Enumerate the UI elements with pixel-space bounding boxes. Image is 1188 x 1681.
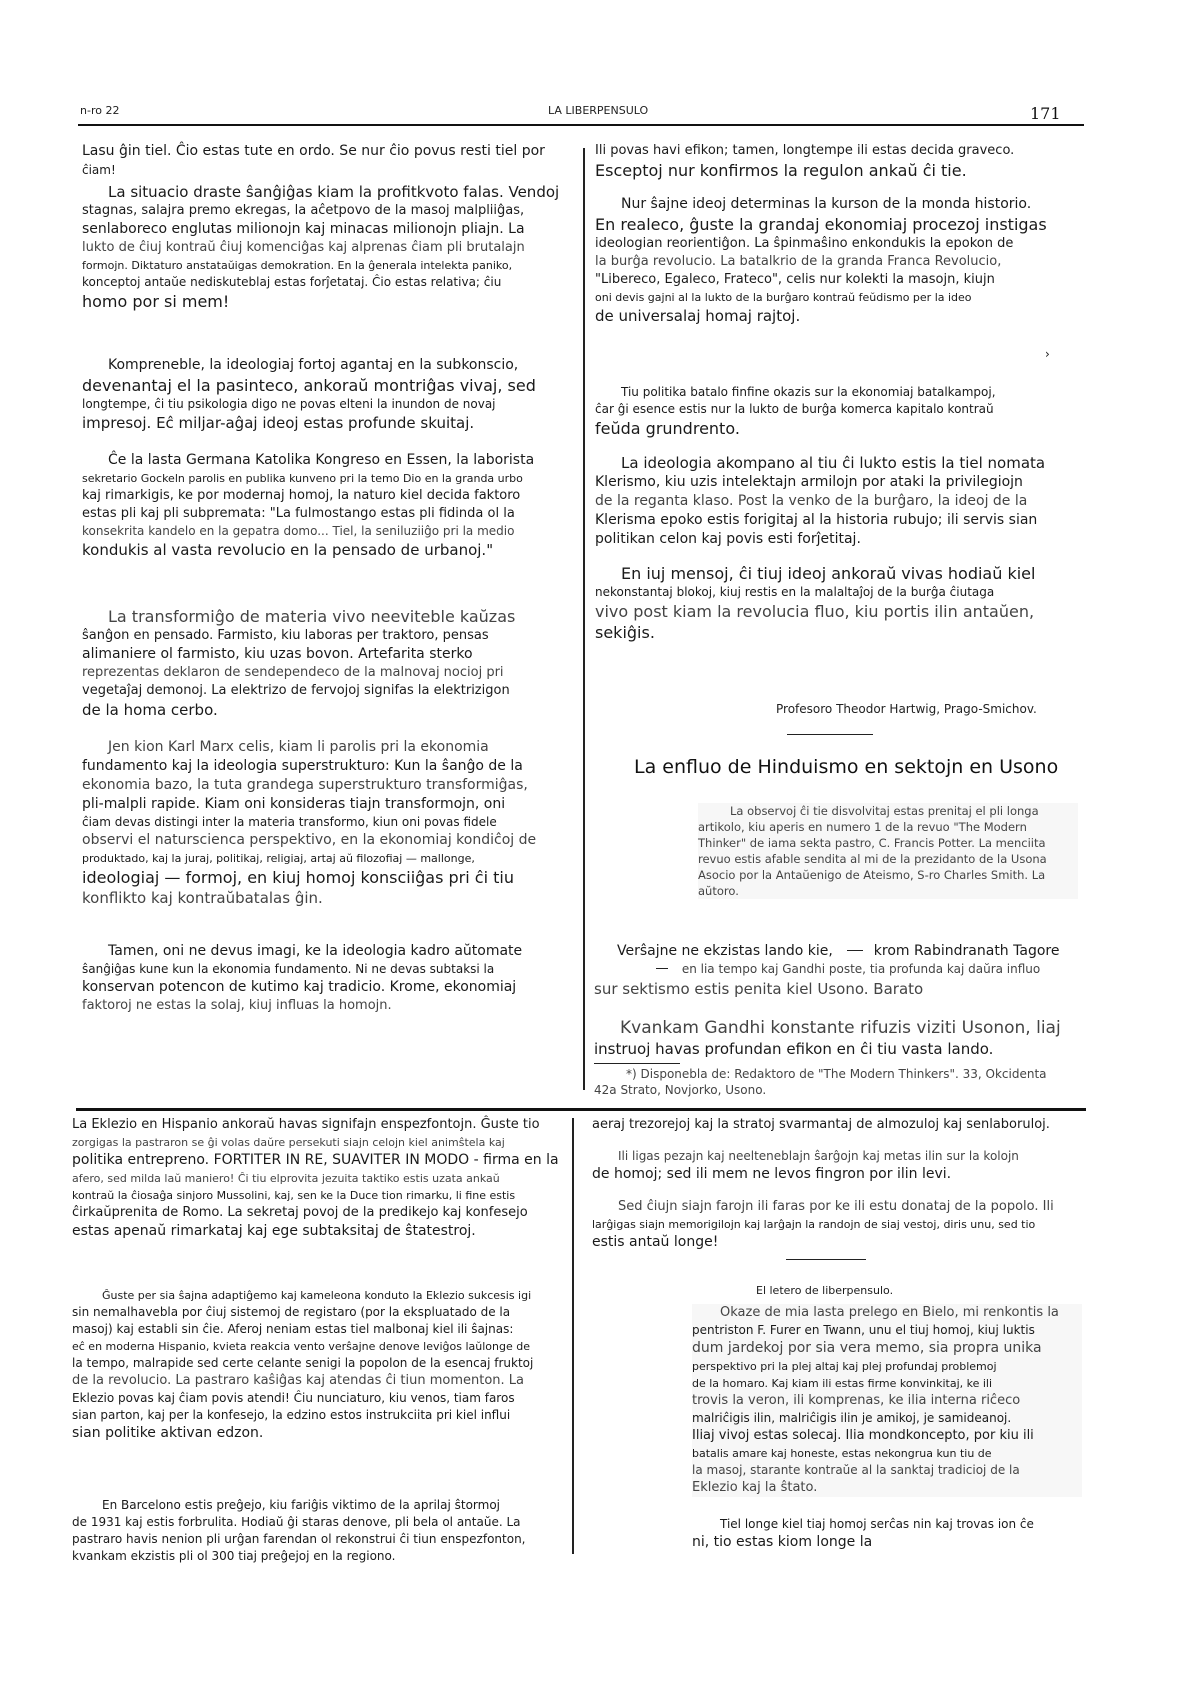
text-line: *) Disponebla de: Redaktoro de "The Modern Thinkers". 33, Okcidenta bbox=[626, 1067, 1047, 1081]
text-line: ĉiam devas distingi inter la materia transformo, kiun oni povas fidele bbox=[82, 815, 497, 829]
text-line: konflikto kaj kontraŭbatalas ĝin. bbox=[82, 889, 323, 907]
journal-title: LA LIBERPENSULO bbox=[548, 104, 649, 117]
text-line: sekiĝis. bbox=[595, 623, 655, 642]
text-line: la masoj, starante kontraŭe al la sanktaj tradicioj de la bbox=[692, 1463, 1020, 1477]
top-right-column bbox=[595, 142, 1085, 643]
text-line: afero, sed milda laŭ maniero! Ĉi tiu elprovita jezuita taktiko estis uzata ankaŭ bbox=[72, 1172, 500, 1185]
text-line: larĝigas siajn memorigilojn kaj larĝajn la randojn de siaj vestoj, diris unu, sed tio bbox=[592, 1218, 1036, 1231]
text-line: aeraj trezorejoj kaj la stratoj svarmantaj de almozuloj kaj senlaboruloj. bbox=[592, 1117, 1050, 1132]
stray-mark: › bbox=[1045, 347, 1050, 361]
text-line: ĉar ĝi esence estis nur la lukto de burĝa komerca kapitalo kontraŭ bbox=[595, 402, 994, 416]
text-line: aŭtoro. bbox=[698, 884, 739, 898]
text-line: devenantaj el la pasinteco, ankoraŭ montriĝas vivaj, sed bbox=[82, 376, 536, 395]
paragraph bbox=[82, 451, 577, 560]
text-line: Nur ŝajne ideoj determinas la kurson de la monda historio. bbox=[621, 196, 1032, 212]
text-line: Klerismo, kiu uzis intelektajn armilojn por ataki la privilegiojn bbox=[595, 474, 1023, 490]
text-line: eĉ en moderna Hispanio, kvieta reakcia vento verŝajne denove leviĝos laŭlonge de bbox=[72, 1340, 530, 1353]
text-line: Tiel longe kiel tiaj homoj serĉas nin kaj trovas ion ĉe bbox=[720, 1517, 1034, 1531]
text-line: masoj) kaj establi sin ĉie. Aferoj neniam estas tiel malbonaj kiel ili ŝajnas: bbox=[72, 1322, 514, 1336]
text-line: konceptoj antaŭe nediskuteblaj estas forĵetataj. Ĉio estas relativa; ĉiu bbox=[82, 275, 502, 289]
text-line: La situacio draste ŝanĝiĝas kiam la profitkvoto falas. Vendoj bbox=[108, 183, 560, 201]
text-line: alimaniere ol farmisto, kiu uzas bovon. Artefarita sterko bbox=[82, 646, 473, 662]
text-line: Klerisma epoko estis forigitaj al la historia rubujo; ili servis sian bbox=[595, 512, 1038, 528]
paragraph bbox=[592, 1148, 1087, 1184]
page-number: 171 bbox=[1030, 104, 1061, 123]
dash-mark bbox=[656, 968, 668, 969]
text-fragment: krom Rabindranath Tagore bbox=[873, 943, 1060, 959]
text-line: feŭda grundrento. bbox=[595, 419, 740, 438]
text-line: pastraro havis nenion pli urĝan farendan ol rekonstrui ĉi tiun enspezfonton, bbox=[72, 1532, 526, 1546]
paragraph bbox=[595, 384, 1085, 439]
text-line: Sed ĉiujn siajn farojn ili faras por ke ili estu donataj de la popolo. Ili bbox=[618, 1199, 1054, 1214]
text-line: instruoj havas profundan efikon en ĉi tiu vasta lando. bbox=[594, 1040, 994, 1058]
letter-body bbox=[692, 1304, 1082, 1497]
text-line: nekonstantaj blokoj, kiuj restis en la malaltaĵoj de la burĝa ĉiutaga bbox=[595, 585, 995, 599]
text-line: Ili povas havi efikon; tamen, longtempe ili estas decida graveco. bbox=[595, 143, 1015, 158]
bottom-left-column bbox=[72, 1116, 567, 1565]
text-line: kaj rimarkigis, ke por modernaj homoj, la naturo kiel decida faktoro bbox=[82, 488, 521, 503]
text-line: de la revolucio. La pastraro kaŝiĝas kaj atendas ĉi tiun momenton. La bbox=[72, 1373, 524, 1388]
column-divider-top bbox=[583, 148, 585, 1090]
text-line: ideologian reorientiĝon. La ŝpinmaŝino enkondukis la epokon de bbox=[595, 236, 1014, 251]
text-line: ŝanĝon en pensado. Farmisto, kiu laboras per traktoro, pensas bbox=[82, 628, 489, 643]
text-line: sur sektismo estis penita kiel Usono. Barato bbox=[594, 980, 924, 998]
text-line: zorgigas la pastraron se ĝi volas daŭre persekuti siajn celojn kiel animŝtela kaj bbox=[72, 1136, 505, 1149]
text-line: impresoj. Eĉ miljar-aĝaj ideoj estas profunde skuitaj. bbox=[82, 414, 475, 432]
text-line: stagnas, salajra premo ekregas, la aĉetpovo de la masoj malpliiĝas, bbox=[82, 203, 525, 218]
text-line: Eklezio povas kaj ĉiam povis atendi! Ĉiu nunciaturo, kiu venos, tiam faros bbox=[72, 1391, 515, 1405]
text-line: ideologiaj — formoj, en kiuj homoj konsciiĝas pri ĉi tiu bbox=[82, 868, 514, 887]
header-rule bbox=[78, 124, 1084, 126]
text-line: Ili ligas pezajn kaj neelteneblajn ŝarĝojn kaj metas ilin sur la kolojn bbox=[618, 1149, 1019, 1163]
text-line: perspektivo pri la plej altaj kaj plej profundaj problemoj bbox=[692, 1360, 997, 1373]
text-line: Jen kion Karl Marx celis, kiam li parolis pri la ekonomia bbox=[108, 739, 489, 755]
footnote bbox=[594, 1066, 1084, 1098]
text-line: 42a Strato, Novjorko, Usono. bbox=[594, 1083, 767, 1097]
text-line: estis antaŭ longe! bbox=[592, 1234, 719, 1250]
text-line: fundamento kaj la ideologia superstrukturo: Kun la ŝanĝo de la bbox=[82, 758, 523, 774]
text-line: konsekrita kandelo en la gepatra domo... Tiel, la seniluziiĝo pri la medio bbox=[82, 524, 515, 538]
text-line: Asocio por la Antaŭenigo de Ateismo, S-ro Charles Smith. La bbox=[698, 868, 1046, 882]
text-line: Eklezio kaj la ŝtato. bbox=[692, 1480, 818, 1495]
text-line: Okaze de mia lasta prelego en Bielo, mi renkontis la bbox=[720, 1305, 1059, 1320]
text-line: oni devis gajni al la lukto de la burĝaro kontraŭ feŭdismo per la ideo bbox=[595, 291, 972, 304]
section-rule bbox=[76, 1108, 1086, 1111]
text-line: la tempo, malrapide sed certe celante senigi la popolon de la esencaj fruktoj bbox=[72, 1356, 534, 1370]
text-line: politika entrepreno. FORTITER IN RE, SUAVITER IN MODO - firma en la bbox=[72, 1152, 559, 1168]
text-line: produktado, kaj la juraj, politikaj, religiaj, artaj aŭ filozofiaj — mallonge, bbox=[82, 852, 475, 865]
text-line: politikan celon kaj povis esti forĵetitaj. bbox=[595, 531, 861, 547]
text-line: pentriston F. Furer en Twann, unu el tiuj homoj, kiuj luktis bbox=[692, 1323, 1035, 1337]
text-fragment: Verŝajne ne ekzistas lando kie, bbox=[617, 943, 833, 959]
text-line: formojn. Diktaturo anstataŭigas demokration. En la ĝenerala intelekta paniko, bbox=[82, 259, 513, 272]
text-line: observi el naturscienca perspektivo, en la ekonomiaj kondiĉoj de bbox=[82, 832, 537, 848]
letter-title: El letero de liberpensulo. bbox=[756, 1284, 894, 1297]
text-line: Tiu politika batalo finfine okazis sur la ekonomiaj batalkampoj, bbox=[621, 385, 996, 399]
text-line: senlaboreco englutas milionojn kaj minacas milionojn pliajn. La bbox=[82, 221, 525, 237]
section-separator bbox=[786, 1259, 866, 1260]
text-line: ĉiam! bbox=[82, 163, 116, 177]
section-separator bbox=[787, 734, 873, 735]
text-line: En realeco, ĝuste la grandaj ekonomiaj procezoj instigas bbox=[595, 215, 1047, 234]
text-line: revuo estis afable sendita al mi de la prezidanto de la Usona bbox=[698, 852, 1047, 866]
top-left-column bbox=[82, 142, 577, 1015]
text-line: estas apenaŭ rimarkataj kaj ege subtaksitaj de ŝtatestroj. bbox=[72, 1223, 476, 1239]
text-line: konservan potencon de kutimo kaj tradicio. Krome, ekonomiaj bbox=[82, 979, 517, 995]
bottom-right-column bbox=[592, 1116, 1087, 1252]
text-line: homo por si mem! bbox=[82, 292, 230, 311]
text-line: de 1931 kaj estis forbrulita. Hodiaŭ ĝi staras denove, pli bela ol antaŭe. La bbox=[72, 1515, 521, 1529]
text-line: La Eklezio en Hispanio ankoraŭ havas signifajn enspezfontojn. Ĝuste tio bbox=[72, 1117, 540, 1132]
text-line: longtempe, ĉi tiu psikologia digo ne povas elteni la inundon de novaj bbox=[82, 397, 496, 411]
paragraph bbox=[595, 453, 1085, 549]
dash-mark bbox=[847, 950, 863, 951]
text-line: vegetaĵaj demonoj. La elektrizo de fervojoj signifas la elektrizigon bbox=[82, 683, 510, 698]
text-line: estas pli kaj pli subpremata: "La fulmostango estas pli fidinda ol la bbox=[82, 506, 515, 521]
article-title: La enfluo de Hinduismo en sektojn en Usono bbox=[634, 756, 1059, 778]
text-line: ekonomia bazo, la tuta grandega superstrukturo transformiĝas, bbox=[82, 777, 528, 793]
article-intro bbox=[698, 803, 1078, 899]
text-line: En Barcelono estis preĝejo, kiu fariĝis viktimo de la aprilaj ŝtormoj bbox=[102, 1498, 501, 1512]
text-line: batalis amare kaj honeste, estas nekongrua kun tiu de bbox=[692, 1447, 992, 1460]
paragraph bbox=[82, 738, 577, 908]
text-line: ĉirkaŭprenita de Romo. La sekretaj povoj de la predikejo kaj konfesejo bbox=[72, 1205, 528, 1220]
text-line: Kvankam Gandhi konstante rifuzis viziti Usonon, liaj bbox=[620, 1018, 1061, 1038]
text-line: ni, tio estas kiom longe la bbox=[692, 1534, 873, 1550]
text-line: de homoj; sed ili mem ne levos fingron por ilin levi. bbox=[592, 1166, 952, 1182]
paragraph bbox=[594, 1017, 1084, 1059]
text-line bbox=[656, 962, 1040, 976]
text-line: de universalaj homaj rajtoj. bbox=[595, 307, 801, 325]
text-fragment: en lia tempo kaj Gandhi poste, tia profunda kaj daŭra influo bbox=[681, 962, 1041, 976]
text-line: La observoj ĉi tie disvolvitaj estas prenitaj el pli longa bbox=[730, 804, 1039, 818]
text-line: Iliaj vivoj estas solecaj. Ilia mondkoncepto, por kiu ili bbox=[692, 1428, 1034, 1443]
text-line: pli-malpli rapide. Kiam oni konsideras tiajn transformojn, oni bbox=[82, 796, 506, 812]
paragraph bbox=[82, 182, 577, 312]
text-line: la burĝa revolucio. La batalkrio de la granda Franca Revolucio, bbox=[595, 254, 1002, 269]
text-line: Ĝuste per sia ŝajna adaptiĝemo kaj kameleona konduto la Eklezio sukcesis igi bbox=[102, 1289, 532, 1302]
text-line: de la reganta klaso. Post la venko de la burĝaro, la ideoj de la bbox=[595, 493, 1028, 509]
paragraph bbox=[592, 1116, 1087, 1134]
paragraph bbox=[82, 942, 577, 1015]
text-line bbox=[617, 942, 1059, 961]
paragraph bbox=[82, 142, 577, 180]
text-line: reprezentas deklaron de sendependeco de la malnovaj nocioj pri bbox=[82, 665, 504, 680]
text-line: Esceptoj nur konfirmos la regulon ankaŭ ĉi tie. bbox=[595, 161, 967, 180]
paragraph bbox=[595, 563, 1085, 643]
text-line: artikolo, kiu aperis en numero 1 de la revuo "The Modern bbox=[698, 820, 1027, 834]
column-divider-bottom bbox=[572, 1118, 574, 1554]
text-line: sian parton, kaj per la konfesejo, la edzino estos instrukciita pri kiel influi bbox=[72, 1408, 511, 1422]
text-line: Lasu ĝin tiel. Ĉio estas tute en ordo. Se nur ĉio povus resti tiel por bbox=[82, 143, 545, 159]
paragraph bbox=[72, 1287, 567, 1443]
text-line: Thinker" de iama sekta pastro, C. Francis Potter. La menciita bbox=[698, 836, 1046, 850]
text-line: Tamen, oni ne devus imagi, ke la ideologia kadro aŭtomate bbox=[108, 943, 523, 959]
paragraph bbox=[692, 1516, 1082, 1552]
text-line: malriĉigis ilin, malriĉigis ilin je amikoj, je samideanoj. bbox=[692, 1411, 1012, 1425]
paragraph bbox=[72, 1497, 567, 1565]
text-line: kontraŭ la ĉiosaĝa sinjoro Mussolini, kaj, sen ke la Duce tion rimarku, li fine estis bbox=[72, 1189, 516, 1202]
paragraph bbox=[595, 195, 1085, 326]
paragraph bbox=[82, 356, 577, 433]
text-line: Ĉe la lasta Germana Katolika Kongreso en Essen, la laborista bbox=[108, 452, 535, 468]
text-line: trovis la veron, ili komprenas, ke ilia interna riĉeco bbox=[692, 1393, 1021, 1408]
text-line: "Libereco, Egaleco, Frateco", celis nur kolekti la masojn, kiujn bbox=[595, 272, 995, 287]
text-line: En iuj mensoj, ĉi tiuj ideoj ankoraŭ vivas hodiaŭ kiel bbox=[621, 564, 1036, 583]
text-line: kvankam ekzistis pli ol 300 tiaj preĝejoj en la regiono. bbox=[72, 1549, 396, 1563]
paragraph bbox=[595, 142, 1085, 181]
paragraph bbox=[82, 606, 577, 720]
issue-number: n-ro 22 bbox=[80, 104, 120, 117]
text-line: de la homa cerbo. bbox=[82, 701, 218, 719]
author-signature: Profesoro Theodor Hartwig, Prago-Smichov. bbox=[776, 702, 1037, 716]
text-line: dum jardekoj por sia vera memo, sia propra unika bbox=[692, 1340, 1042, 1356]
text-line: sin nemalhavebla por ĉiuj sistemoj de registaro (por la ekspluatado de la bbox=[72, 1305, 511, 1319]
paragraph bbox=[592, 1198, 1087, 1252]
text-line: sekretario Gockeln parolis en publika kunveno pri la temo Dio en la granda urbo bbox=[82, 472, 523, 485]
text-line: sian politike aktivan edzon. bbox=[72, 1425, 264, 1441]
text-line: La ideologia akompano al tiu ĉi lukto estis la tiel nomata bbox=[621, 454, 1046, 472]
text-line: lukto de ĉiuj kontraŭ ĉiuj komenciĝas kaj alprenas ĉiam pli brutalajn bbox=[82, 240, 525, 255]
text-line: faktoroj ne estas la solaj, kiuj influas la homojn. bbox=[82, 998, 392, 1013]
text-line: La transformiĝo de materia vivo neeviteble kaŭzas bbox=[108, 607, 516, 626]
text-line: vivo post kiam la revolucia fluo, kiu portis ilin antaŭen, bbox=[595, 602, 1035, 621]
text-line: Kompreneble, la ideologiaj fortoj agantaj en la subkonscio, bbox=[108, 357, 519, 373]
text-line: kondukis al vasta revolucio en la pensado de urbanoj." bbox=[82, 541, 494, 559]
footnote-separator bbox=[594, 1063, 680, 1064]
text-line: de la homaro. Kaj kiam ili estas firme konvinkitaj, ke ili bbox=[692, 1377, 993, 1390]
paragraph bbox=[72, 1116, 567, 1241]
text-line: ŝanĝiĝas kune kun la ekonomia fundamento. Ni ne devas subtaksi la bbox=[82, 962, 495, 976]
